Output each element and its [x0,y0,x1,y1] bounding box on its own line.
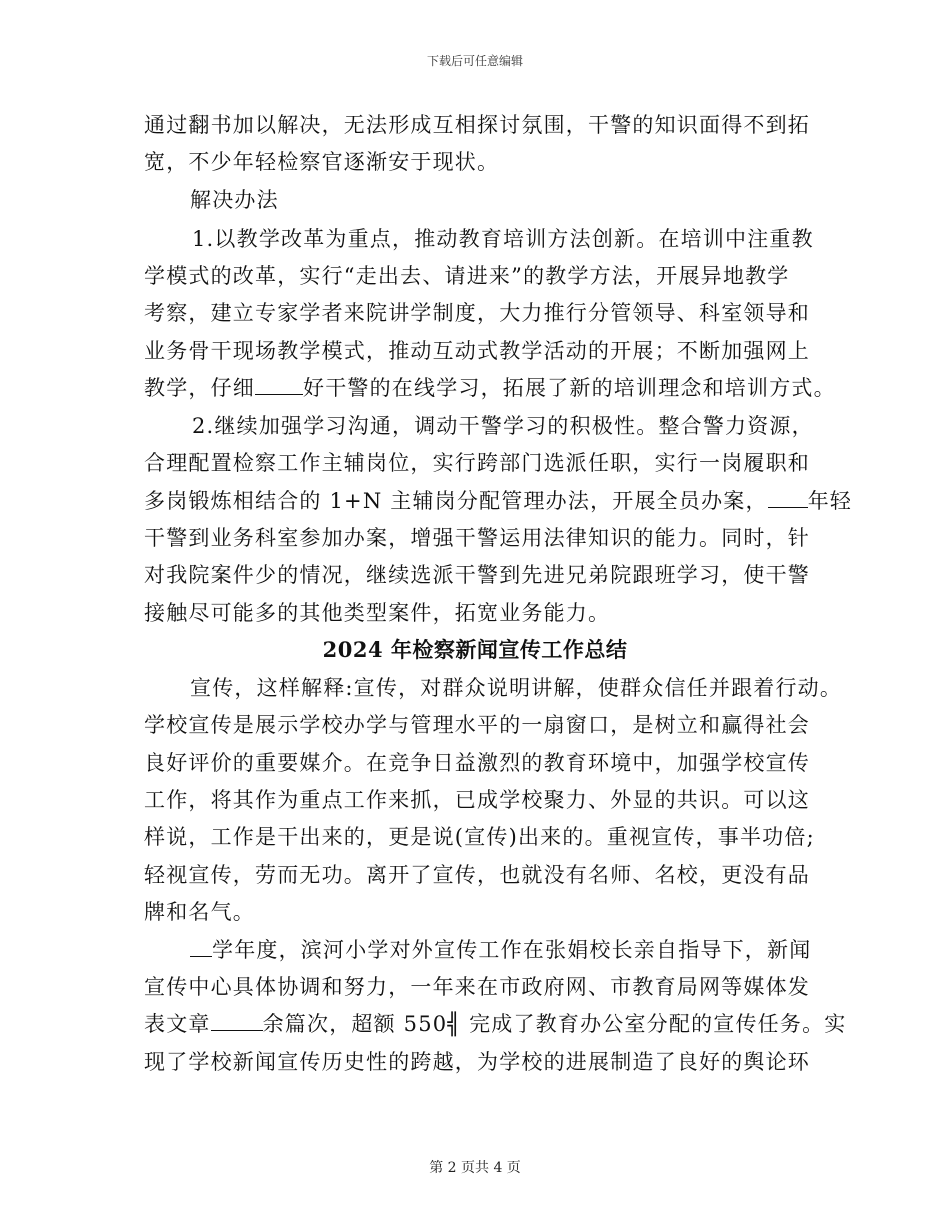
body-line [144,375,836,401]
fill-blank [190,938,212,957]
text-fragment: 余篇次，超额 550╣ 完成了教育办公室分配的宣传任务。实 [262,1012,847,1036]
body-line: 考察，建立专家学者来院讲学制度，大力推行分管领导、科室领导和 [144,301,810,325]
text-fragment: 年轻 [807,489,853,513]
article-title: 2024 年检察新闻宣传工作总结 [322,637,628,662]
body-line: 宣传，这样解释:宣传，对群众说明讲解，使群众信任并跟着行动。 [190,676,843,700]
body-line [144,488,852,514]
page-footer: 第 2 页共 4 页 [429,1160,521,1176]
body-line: 样说，工作是干出来的，更是说(宣传)出来的。重视宣传，事半功倍; [144,825,815,849]
fill-blank [255,376,303,395]
body-line: 2.继续加强学习沟通，调动干警学习的积极性。整合警力资源， [192,414,814,438]
body-line: 现了学校新闻宣传历史性的跨越，为学校的进展制造了良好的舆论环 [144,1050,810,1074]
body-line: 1.以教学改革为重点，推动教育培训方法创新。在培训中注重教 [192,227,814,251]
text-fragment: 多岗锻炼相结合的 1+N 主辅岗分配管理办法，开展全员办案， [144,489,768,513]
text-fragment: 表文章 [144,1012,211,1036]
body-line: 宣传中心具体协调和努力，一年来在市政府网、市教育局网等媒体发 [144,975,810,999]
body-line: 良好评价的重要媒介。在竞争日益激烈的教育环境中，加强学校宣传 [144,751,810,775]
body-line: 学校宣传是展示学校办学与管理水平的一扇窗口，是树立和赢得社会 [144,713,810,737]
fill-blank [768,489,808,508]
body-line: 接触尽可能多的其他类型案件，拓宽业务能力。 [144,601,611,625]
text-fragment: 学年度，滨河小学对外宣传工作在张娟校长亲自指导下，新闻 [212,938,812,962]
body-line: 合理配置检察工作主辅岗位，实行跨部门选派任职，实行一岗履职和 [144,451,810,475]
body-line: 轻视宣传，劳而无功。离开了宣传，也就没有名师、名校，更没有品 [144,863,810,887]
page-header: 下载后可任意编辑 [426,54,523,68]
body-line [144,1011,846,1037]
fill-blank [211,1012,263,1031]
body-line: 学模式的改革，实行“走出去、请进来”的教学方法，开展异地教学 [144,264,790,288]
body-line: 业务骨干现场教学模式，推动互动式教学活动的开展；不断加强网上 [144,339,810,363]
body-line: 通过翻书加以解决，无法形成互相探讨氛围，干警的知识面得不到拓 [144,113,810,137]
body-line: 宽，不少年轻检察官逐渐安于现状。 [144,150,500,174]
body-line: 对我院案件少的情况，继续选派干警到先进兄弟院跟班学习，使干警 [144,563,810,587]
body-line: 工作，将其作为重点工作来抓，已成学校聚力、外显的共识。可以这 [144,788,810,812]
text-fragment: 好干警的在线学习，拓展了新的培训理念和培训方式。 [303,376,836,400]
body-line: 干警到业务科室参加办案，增强干警运用法律知识的能力。同时，针 [144,526,810,550]
body-line: 牌和名气。 [144,900,255,924]
text-fragment: 教学，仔细 [144,376,255,400]
section-heading: 解决办法 [190,188,279,212]
body-line [190,937,811,963]
